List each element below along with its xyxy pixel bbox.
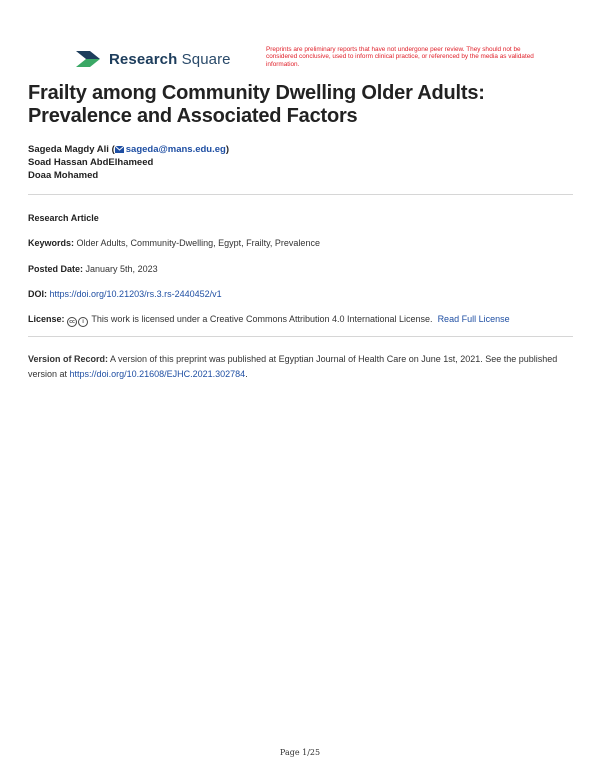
author-3: Doaa Mohamed bbox=[28, 170, 99, 181]
record-end: . bbox=[245, 369, 248, 379]
envelope-icon bbox=[115, 146, 124, 153]
license-text: This work is licensed under a Creative Commons Attribution 4.0 International License. bbox=[91, 314, 433, 324]
record-text: A version of this preprint was published at Egyptian Journal of Health Care on June 1st, 2021. See the published version at bbox=[28, 354, 558, 379]
doi-link[interactable]: https://doi.org/10.21203/rs.3.rs-2440452/v1 bbox=[49, 289, 222, 299]
paper-title: Frailty among Community Dwelling Older Adults: Prevalence and Associated Factors bbox=[28, 82, 485, 127]
cc-icon: cc bbox=[67, 317, 77, 327]
keywords-value: Older Adults, Community-Dwelling, Egypt, Frailty, Prevalence bbox=[76, 238, 320, 248]
author-name: Sageda Magdy Ali bbox=[28, 144, 109, 155]
posted-date-row bbox=[28, 264, 158, 274]
author-list bbox=[28, 143, 229, 182]
author-1: Sageda Magdy Ali ( sageda@mans.edu.eg) bbox=[28, 144, 230, 155]
license-label: License: bbox=[28, 314, 65, 324]
posted-date-label: Posted Date: bbox=[28, 264, 84, 274]
research-square-logo-icon bbox=[74, 48, 102, 70]
divider bbox=[28, 336, 573, 337]
doi-label: DOI: bbox=[28, 289, 47, 299]
record-doi-link[interactable]: https://doi.org/10.21608/EJHC.2021.302784 bbox=[69, 369, 246, 379]
attribution-icon: i bbox=[78, 317, 88, 327]
record-label: Version of Record: bbox=[28, 354, 109, 364]
preprint-notice: Preprints are preliminary reports that have not undergone peer review. They should not be considered conclusive, used to inform clinical practice, or referenced by the media as validated information. bbox=[266, 46, 534, 68]
brand-bold: Research bbox=[109, 50, 178, 68]
brand-light: Square bbox=[181, 50, 231, 68]
author-2: Soad Hassan AbdElhameed bbox=[28, 157, 154, 168]
article-type-label: Research Article bbox=[28, 213, 99, 223]
doi-row bbox=[28, 289, 222, 299]
posted-date-value: January 5th, 2023 bbox=[85, 264, 158, 274]
article-type bbox=[28, 213, 99, 223]
license-row bbox=[28, 314, 510, 327]
read-full-license-link[interactable]: Read Full License bbox=[437, 314, 510, 324]
logo-wordmark bbox=[109, 51, 231, 68]
keywords-label: Keywords: bbox=[28, 238, 75, 248]
version-of-record bbox=[28, 352, 576, 382]
author-email-link[interactable]: sageda@mans.edu.eg bbox=[125, 144, 226, 155]
research-square-logo[interactable] bbox=[74, 48, 231, 70]
keywords-row bbox=[28, 238, 320, 248]
divider bbox=[28, 194, 573, 195]
page-number: Page 1/25 bbox=[279, 748, 321, 757]
